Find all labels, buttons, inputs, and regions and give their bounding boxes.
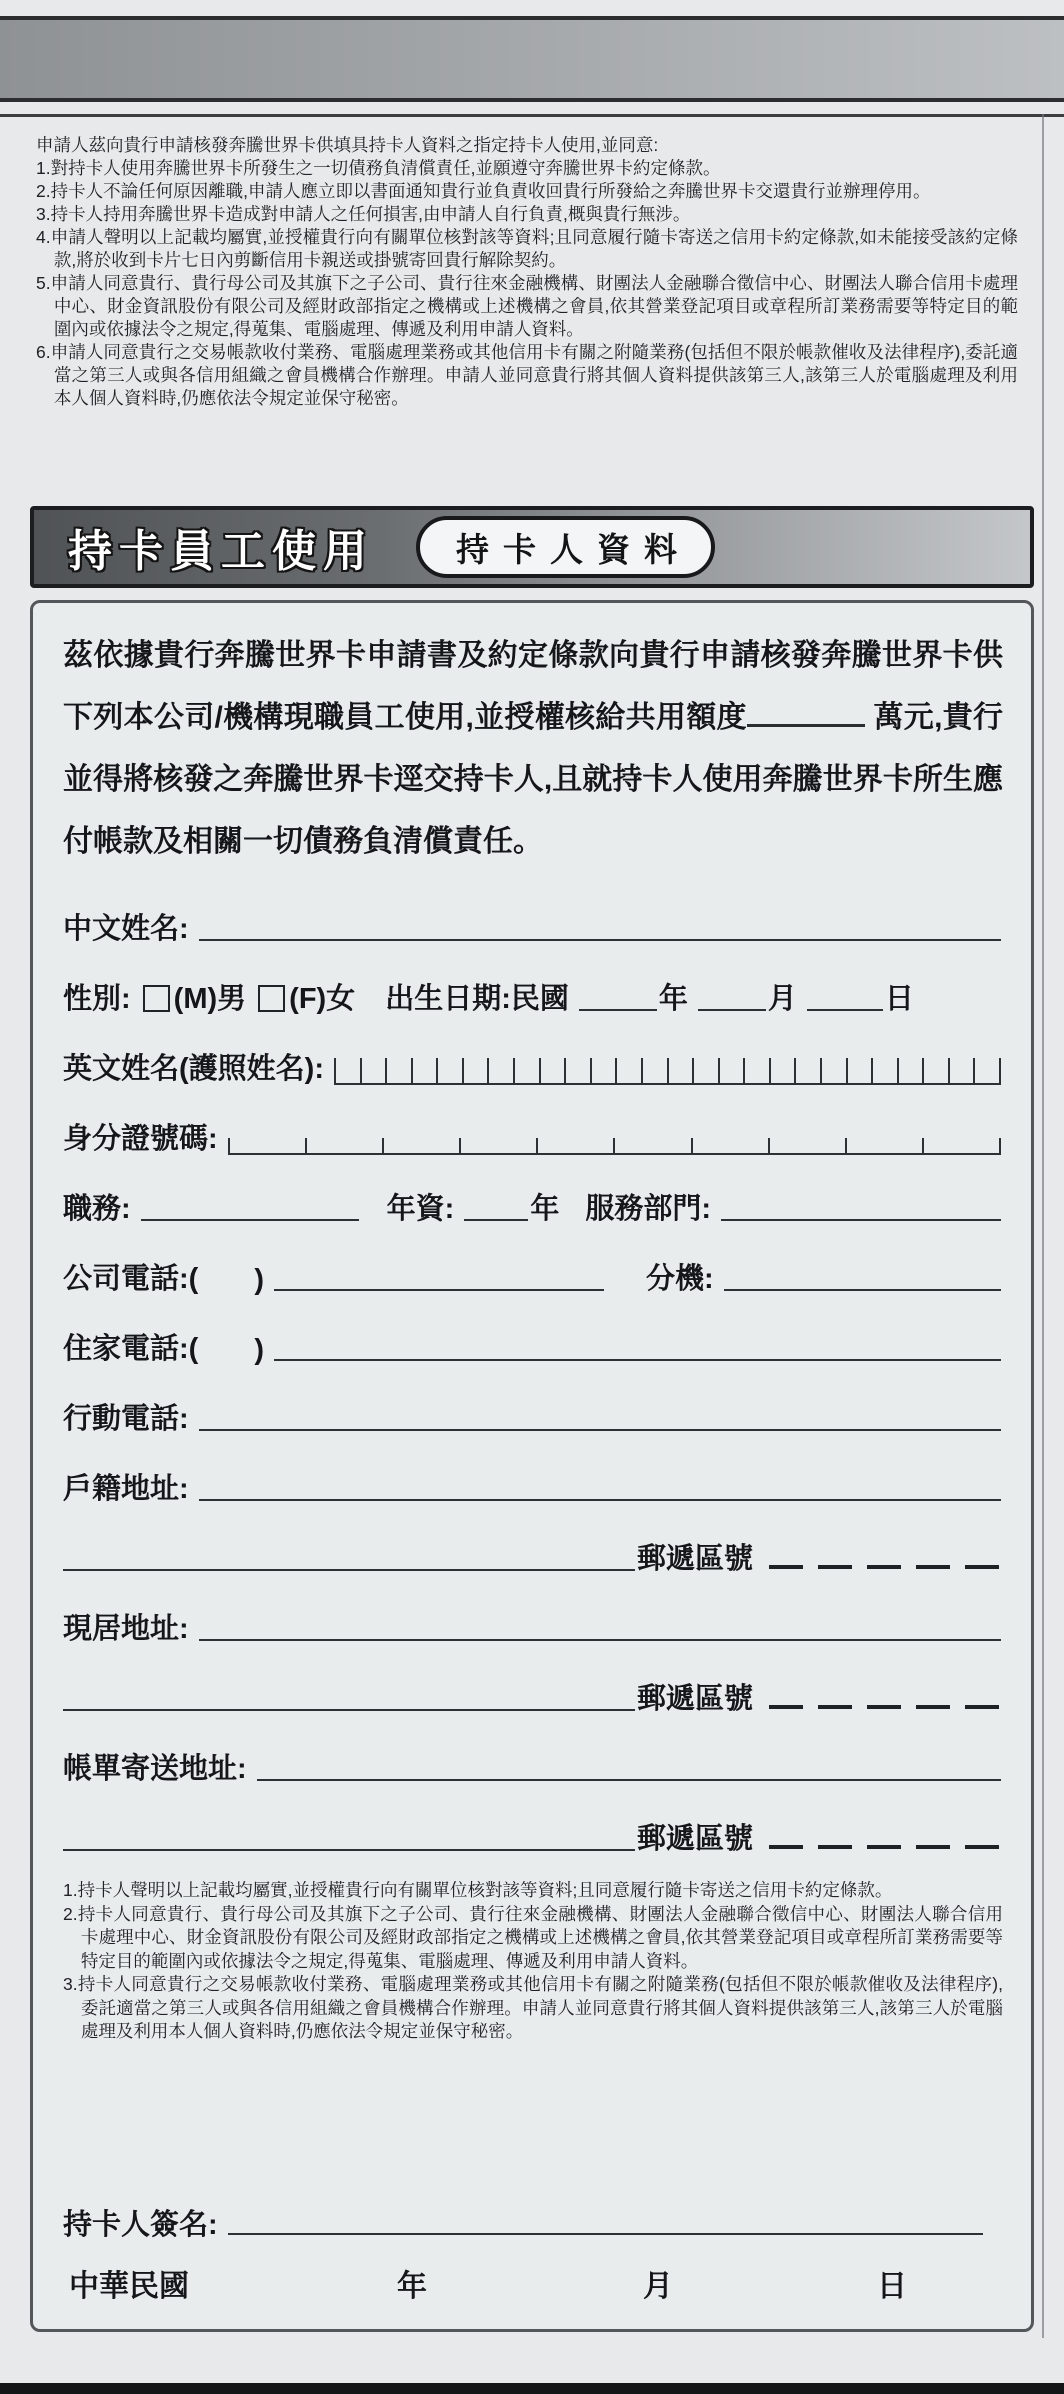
english-name-row [63,1019,1003,1089]
billing-zip-row [63,1789,1003,1859]
spacer [63,2044,1003,2180]
checkbox-male [143,985,170,1012]
header-rule [0,114,1064,117]
terms-lead: 申請人茲向貴行申請核發奔騰世界卡供填具持卡人資料之指定持卡人使用,並同意: [36,135,659,155]
household-zip-row [63,1509,1003,1579]
english-name-comb-field [334,1058,1001,1085]
mobile-phone-line [199,1429,1001,1431]
company-phone-label: 公司電話:( [63,1263,199,1295]
zip-label: 郵遞區號 [636,1683,753,1715]
page-header-band [0,16,1064,102]
terms-clause: 6.申請人同意貴行之交易帳款收付業務、電腦處理業務或其他信用卡有關之附隨業務(包括但不限於帳款催收及法律程序),委託適當之第三人或與各信用組織之會員機構合作辦理。申請人並同意貴行將其個人資料提供該第三人,該第三人於電腦處理及利用本人個人資料時,仍應依法令規定並保守秘密。 [36,342,1018,408]
extension-label: 分機: [646,1263,714,1295]
paren-close: ) [254,1334,264,1366]
chinese-name-row [63,879,1003,949]
current-zip-boxes [769,1705,999,1709]
gender-female-label: (F)女 [289,983,356,1015]
home-phone-row [63,1299,1003,1369]
notes-list [63,1879,1003,2044]
zip-label: 郵遞區號 [636,1823,753,1855]
dob-label: 出生日期:民國 [385,983,569,1015]
job-row [63,1159,1003,1229]
mobile-phone-label: 行動電話: [63,1403,189,1435]
home-phone-line [274,1359,1001,1361]
dob-month-label: 月 [767,983,797,1015]
gender-dob-row [63,949,1003,1019]
note-clause: 3.持卡人同意貴行之交易帳款收付業務、電腦處理業務或其他信用卡有關之附隨業務(包括但不限於帳款催收及法律程序),委託適當之第三人或與各信用組織之會員機構合作辦理。申請人並同意貴行將其個人資料提供該第三人,該第三人於電腦處理及利用本人個人資料時,仍應依法令規定並保守秘密。 [63,1974,1003,2041]
current-address-label: 現居地址: [63,1613,189,1645]
section-header-bar [30,506,1034,588]
english-name-label: 英文姓名(護照姓名): [63,1053,324,1085]
terms-clause: 3.持卡人持用奔騰世界卡造成對申請人之任何損害,由申請人自行負責,概與貴行無涉。 [36,204,691,224]
gender-label: 性別: [63,983,131,1015]
terms-clause: 4.申請人聲明以上記載均屬實,並授權貴行向有關單位核對該等資料;且同意履行隨卡寄送之信用卡約定條款,如未能接受該約定條款,將於收到卡片七日內剪斷信用卡親送或掛號寄回貴行解除契約。 [36,227,1018,270]
chinese-name-line [199,939,1001,941]
checkbox-female [258,985,285,1012]
id-number-row [63,1089,1003,1159]
dob-day-label: 日 [884,983,914,1015]
terms-clause: 1.對持卡人使用奔騰世界卡所發生之一切債務負清償責任,並願遵守奔騰世界卡約定條款。 [36,158,721,178]
signature-label: 持卡人簽名: [63,2209,218,2241]
cardholder-notes-block [63,1879,1003,2044]
seniority-line [464,1219,528,1221]
date-year-label: 年 [397,2270,427,2303]
agreement-paragraph [63,625,1003,873]
current-zip-row [63,1649,1003,1719]
job-title-line [141,1219,359,1221]
billing-address-label: 帳單寄送地址: [63,1753,247,1785]
id-number-comb-field [228,1123,1001,1155]
date-row [63,2243,1003,2305]
household-address-line [199,1499,1001,1501]
current-address-line [199,1639,1001,1641]
billing-zip-boxes [769,1845,999,1849]
seniority-unit-label: 年 [530,1193,560,1225]
household-zip-boxes [769,1565,999,1569]
dob-day-line [807,1009,883,1011]
department-label: 服務部門: [585,1193,712,1225]
mobile-phone-row [63,1369,1003,1439]
department-line [721,1219,1001,1221]
chinese-name-label: 中文姓名: [63,913,189,945]
agreement-text-part2: 萬元,貴行並得將核發之奔騰世界卡逕交持卡人,且就持卡人使用奔騰世界卡所生應付帳款及相關一切債務負清償責任。 [63,701,1003,858]
paper-right-edge [1042,114,1044,2338]
cardholder-info-pill: 持卡人資料 [416,516,715,578]
signature-line [228,2233,983,2235]
note-clause: 2.持卡人同意貴行、貴行母公司及其旗下之子公司、貴行往來金融機構、財團法人金融聯合徵信中心、財團法人聯合信用卡處理中心、財金資訊股份有限公司及經財政部指定之機構或上述機構之會員,依其營業登記項目或章程所訂業務需要等特定目的範圍內或依據法令之規定,得蒐集、電腦處理、傳遞及利用申請人資料。 [63,1903,1003,1971]
extension-line [724,1289,1001,1291]
id-number-label: 身分證號碼: [63,1123,218,1155]
home-phone-label: 住家電話:( [63,1333,199,1365]
dob-year-line [579,1009,657,1011]
gender-male-label: (M)男 [173,983,247,1015]
seniority-label: 年資: [386,1193,455,1225]
shared-limit-blank [747,724,865,727]
household-address-line2 [63,1569,635,1571]
dob-year-label: 年 [658,983,688,1015]
paren-close: ) [254,1264,264,1296]
date-month-label: 月 [643,2270,673,2303]
household-address-label: 戶籍地址: [63,1473,189,1505]
company-phone-row [63,1229,1003,1299]
date-day-label: 日 [877,2270,907,2303]
billing-address-line2 [63,1849,635,1851]
agreement-text-part1: 茲依據貴行奔騰世界卡申請書及約定條款向貴行申請核發奔騰世界卡供下列本公司/機構現職員工使用,並授權核給共用額度 [63,639,1003,734]
household-address-row [63,1439,1003,1509]
scan-bottom-edge [0,2383,1064,2394]
current-address-line2 [63,1709,635,1711]
terms-clause: 2.持卡人不論任何原因離職,申請人應立即以書面通知貴行並負責收回貴行所發給之奔騰世界卡交還貴行並辦理停用。 [36,181,931,201]
cardholder-form-box [30,600,1034,2332]
terms-clause: 5.申請人同意貴行、貴行母公司及其旗下之子公司、貴行往來金融機構、財團法人金融聯合徵信中心、財團法人聯合信用卡處理中心、財金資訊股份有限公司及經財政部指定之機構或上述機構之會員,依其營業登記項目或章程所訂業務需要等特定目的範圍內或依據法令之規定,得蒐集、電腦處理、傳遞及利用申請人資料。 [36,273,1018,339]
terms-list [36,157,1018,410]
note-clause: 1.持卡人聲明以上記載均屬實,並授權貴行向有關單位核對該等資料;且同意履行隨卡寄送之信用卡約定條款。 [63,1880,893,1900]
billing-address-line [257,1779,1001,1781]
applicant-terms-block [36,134,1018,410]
signature-row [63,2179,1003,2243]
roc-era-label: 中華民國 [69,2270,189,2303]
company-phone-line [274,1289,604,1291]
section-title: 持卡員工使用 [68,527,374,576]
current-address-row [63,1579,1003,1649]
job-title-label: 職務: [63,1193,131,1225]
zip-label: 郵遞區號 [636,1543,753,1575]
billing-address-row [63,1719,1003,1789]
dob-month-line [698,1009,766,1011]
